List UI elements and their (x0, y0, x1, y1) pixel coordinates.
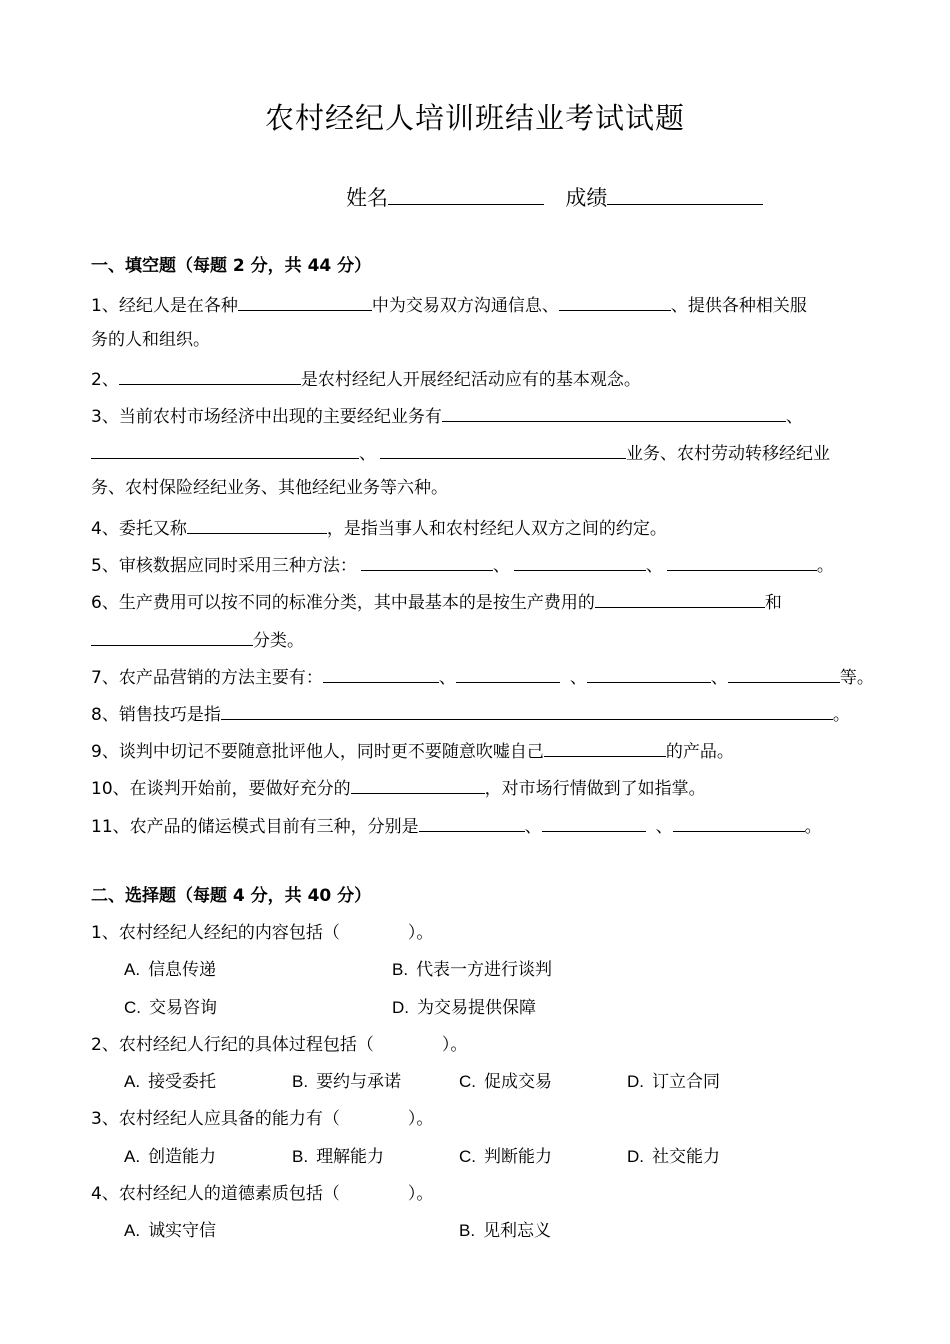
answer-blank[interactable] (323, 662, 439, 683)
answer-blank[interactable] (380, 438, 626, 459)
score-label: 成绩 (565, 186, 608, 210)
choice-question-4: 4、农村经纪人的道德素质包括（ ）。 (91, 1184, 434, 1204)
question-3: 3、当前农村市场经济中出现的主要经纪业务有 、 (91, 401, 803, 430)
answer-blank[interactable] (544, 736, 666, 757)
question-1-cont: 务的人和组织。 (91, 330, 210, 350)
question-11: 11、农产品的储运模式目前有三种，分别是 、 、 。 (91, 811, 822, 840)
name-blank[interactable] (388, 184, 544, 205)
option-b[interactable]: B. 要约与承诺 (292, 1072, 402, 1092)
answer-blank[interactable] (187, 513, 327, 534)
question-1: 1、经纪人是在各种 中为交易双方沟通信息、 、提供各种相关服 (91, 290, 807, 319)
name-score-row (346, 182, 763, 212)
page-title: 农村经纪人培训班结业考试试题 (264, 101, 685, 135)
question-5: 5、审核数据应同时采用三种方法： 、 、 。 (91, 550, 834, 579)
question-3-cont2: 务、农村保险经纪业务、其他经纪业务等六种。 (91, 478, 448, 498)
answer-blank[interactable] (351, 773, 485, 794)
option-c[interactable]: C. 促成交易 (459, 1072, 552, 1092)
option-a[interactable]: A. 创造能力 (124, 1147, 217, 1167)
answer-blank[interactable] (542, 811, 646, 832)
name-label: 姓名 (346, 186, 388, 210)
question-3-cont: 、 业务、农村劳动转移经纪业 (91, 438, 830, 467)
section1-heading: 一、填空题（每题 2 分，共 44 分） (91, 256, 372, 276)
option-d[interactable]: D. 订立合同 (627, 1072, 720, 1092)
option-b[interactable]: B. 见利忘义 (459, 1221, 552, 1241)
option-a[interactable]: A. 接受委托 (124, 1072, 217, 1092)
answer-blank[interactable] (595, 587, 765, 608)
answer-blank[interactable] (119, 364, 301, 385)
answer-blank[interactable] (456, 662, 560, 683)
choice-question-1: 1、农村经纪人经纪的内容包括（ ）。 (91, 923, 434, 943)
option-a[interactable]: A. 诚实守信 (124, 1221, 217, 1241)
option-d[interactable]: D. 社交能力 (627, 1147, 720, 1167)
option-c[interactable]: C. 判断能力 (459, 1147, 552, 1167)
option-c[interactable]: C. 交易咨询 (124, 998, 217, 1018)
answer-blank[interactable] (442, 401, 786, 422)
question-6-cont: 分类。 (91, 625, 304, 654)
answer-blank[interactable] (238, 290, 372, 311)
option-b[interactable]: B. 理解能力 (292, 1147, 385, 1167)
answer-blank[interactable] (221, 699, 833, 720)
answer-blank[interactable] (587, 662, 711, 683)
question-6: 6、生产费用可以按不同的标准分类，其中最基本的是按生产费用的 和 (91, 587, 782, 616)
answer-blank[interactable] (673, 811, 805, 832)
option-a[interactable]: A. 信息传递 (124, 960, 217, 980)
question-4: 4、委托又称 ，是指当事人和农村经纪人双方之间的约定。 (91, 513, 667, 542)
question-9: 9、谈判中切记不要随意批评他人，同时更不要随意吹嘘自己 的产品。 (91, 736, 734, 765)
answer-blank[interactable] (91, 438, 359, 459)
question-8: 8、销售技巧是指 。 (91, 699, 850, 728)
option-d[interactable]: D. 为交易提供保障 (392, 998, 536, 1018)
section2-heading: 二、选择题（每题 4 分，共 40 分） (91, 886, 372, 906)
question-7: 7、农产品营销的方法主要有： 、 、 、 等。 (91, 662, 874, 691)
option-b[interactable]: B. 代表一方进行谈判 (392, 960, 553, 980)
answer-blank[interactable] (91, 625, 253, 646)
answer-blank[interactable] (728, 662, 840, 683)
answer-blank[interactable] (667, 550, 817, 571)
question-2: 2、 是农村经纪人开展经纪活动应有的基本观念。 (91, 364, 641, 393)
answer-blank[interactable] (559, 290, 671, 311)
score-blank[interactable] (607, 184, 763, 205)
choice-question-2: 2、农村经纪人行纪的具体过程包括（ ）。 (91, 1035, 468, 1055)
choice-question-3: 3、农村经纪人应具备的能力有（ ）。 (91, 1109, 434, 1129)
question-10: 10、在谈判开始前，要做好充分的 ，对市场行情做到了如指掌。 (91, 773, 706, 802)
answer-blank[interactable] (514, 550, 646, 571)
answer-blank[interactable] (419, 811, 525, 832)
answer-blank[interactable] (361, 550, 493, 571)
